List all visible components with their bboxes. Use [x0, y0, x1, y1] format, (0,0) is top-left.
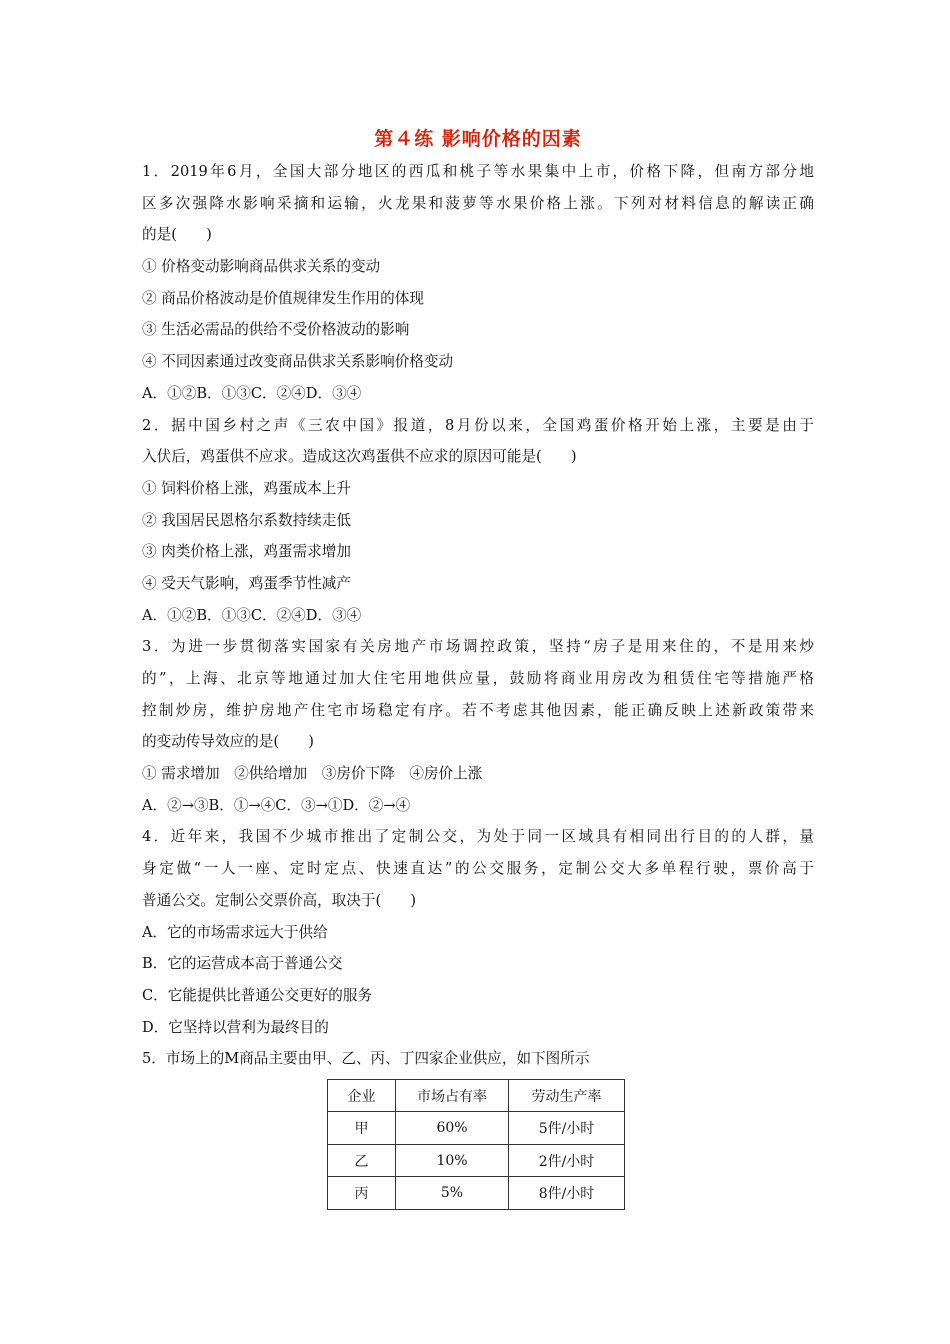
- text-line: ① 饲料价格上涨，鸡蛋成本上升: [142, 479, 351, 497]
- text-line: ② 商品价格波动是价值规律发生作用的体现: [142, 289, 424, 307]
- table-cell: 乙: [328, 1144, 396, 1177]
- text-line: A．②→③B．①→④C．③→①D．②→④: [142, 796, 411, 814]
- question-text: [142, 156, 814, 1075]
- document-page: [142, 122, 814, 1210]
- table-cell: 丙: [328, 1177, 396, 1210]
- table-cell: 60%: [396, 1112, 509, 1145]
- text-line: ④ 不同因素通过改变商品供求关系影响价格变动: [142, 353, 454, 371]
- text-line: ③ 生活必需品的供给不受价格波动的影响: [142, 321, 410, 339]
- text-line: 1．2019年6月，全国大部分地区的西瓜和桃子等水果集中上市，价格下降，但南方部分地: [142, 163, 814, 180]
- text-line: ④ 受天气影响，鸡蛋季节性减产: [142, 574, 351, 592]
- text-line: 身定做“一人一座、定时定点、快速直达”的公交服务，定制公交大多单程行驶，票价高于: [142, 860, 814, 878]
- text-line: 5．市场上的M商品主要由甲、乙、丙、丁四家企业供应，如下图所示: [142, 1050, 590, 1068]
- table-cell: 5%: [396, 1177, 509, 1210]
- text-line: A．①②B．①③C．②④D．③④: [142, 606, 362, 624]
- table-cell: 2件/小时: [509, 1144, 625, 1177]
- table-row: [328, 1177, 625, 1210]
- text-line: D．它坚持以营利为最终目的: [142, 1018, 329, 1036]
- table-header-cell: 劳动生产率: [509, 1079, 625, 1112]
- text-line: 的”，上海、北京等地通过加大住宅用地供应量，鼓励将商业用房改为租赁住宅等措施严格: [142, 670, 814, 687]
- text-line: 入伏后，鸡蛋供不应求。造成这次鸡蛋供不应求的原因可能是( ): [142, 448, 577, 466]
- text-line: A．①②B．①③C．②④D．③④: [142, 384, 362, 402]
- text-line: 控制炒房，维护房地产住宅市场稳定有序。若不考虑其他因素，能正确反映上述新政策带来: [142, 701, 814, 719]
- table-header-cell: 市场占有率: [396, 1079, 509, 1112]
- text-line: 的是( ): [142, 226, 212, 244]
- enterprise-table: [327, 1079, 625, 1210]
- text-line: C．它能提供比普通公交更好的服务: [142, 986, 373, 1004]
- table-cell: 5件/小时: [509, 1112, 625, 1145]
- table-row: [328, 1112, 625, 1145]
- text-line: A．它的市场需求远大于供给: [142, 923, 328, 941]
- text-line: 4．近年来，我国不少城市推出了定制公交，为处于同一区域具有相同出行目的的人群，量: [142, 828, 814, 846]
- table-header-cell: 企业: [328, 1079, 396, 1112]
- table-row: [328, 1144, 625, 1177]
- table-cell: 10%: [396, 1144, 509, 1177]
- text-line: B．它的运营成本高于普通公交: [142, 955, 343, 973]
- table-header-row: [328, 1079, 625, 1112]
- text-line: ① 需求增加 ②供给增加 ③房价下降 ④房价上涨: [142, 765, 483, 783]
- text-line: ② 我国居民恩格尔系数持续走低: [142, 511, 351, 529]
- text-line: 2．据中国乡村之声《三农中国》报道，8月份以来，全国鸡蛋价格开始上涨，主要是由于: [142, 416, 814, 434]
- text-line: 普通公交。定制公交票价高，取决于( ): [142, 891, 417, 909]
- text-line: ① 价格变动影响商品供求关系的变动: [142, 258, 381, 276]
- page-title: 第４练 影响价格的因素: [374, 128, 582, 150]
- table-cell: 8件/小时: [509, 1177, 625, 1210]
- text-line: ③ 肉类价格上涨，鸡蛋需求增加: [142, 543, 351, 561]
- text-line: 3．为进一步贯彻落实国家有关房地产市场调控政策，坚持“房子是用来住的，不是用来炒: [142, 638, 814, 656]
- table-cell: 甲: [328, 1112, 396, 1145]
- text-line: 区多次强降水影响采摘和运输，火龙果和菠萝等水果价格上涨。下列对材料信息的解读正确: [142, 194, 814, 212]
- text-line: 的变动传导效应的是( ): [142, 733, 314, 751]
